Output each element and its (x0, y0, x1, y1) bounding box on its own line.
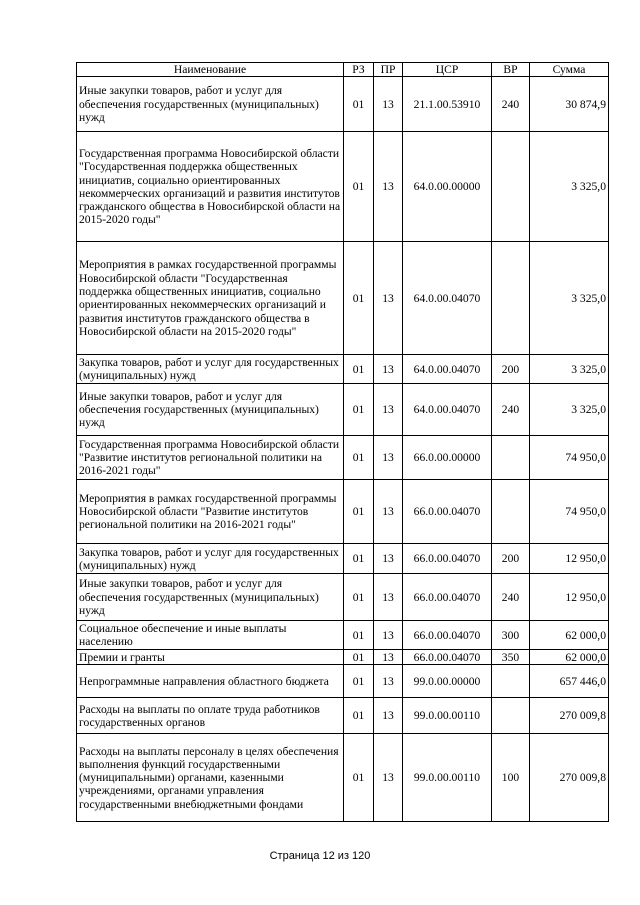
page-number: Страница 12 из 120 (269, 850, 371, 862)
row-pr: 13 (374, 665, 403, 698)
row-csr: 66.0.00.04070 (403, 544, 492, 574)
row-vr (492, 436, 530, 480)
row-name: Закупка товаров, работ и услуг для государственных (муниципальных) нужд (77, 544, 344, 574)
row-pr: 13 (374, 384, 403, 436)
table-row (77, 480, 609, 544)
row-name: Закупка товаров, работ и услуг для государственных (муниципальных) нужд (77, 355, 344, 384)
row-rz: 01 (344, 650, 374, 665)
row-rz: 01 (344, 621, 374, 650)
row-name: Премии и гранты (77, 650, 344, 665)
row-vr (492, 242, 530, 355)
table-row (77, 355, 609, 384)
row-csr: 66.0.00.04070 (403, 480, 492, 544)
row-pr: 13 (374, 574, 403, 621)
row-sum: 3 325,0 (530, 384, 609, 436)
table-row (77, 650, 609, 665)
table-row (77, 77, 609, 132)
row-name: Социальное обеспечение и иные выплаты населению (77, 621, 344, 650)
row-csr: 99.0.00.00110 (403, 734, 492, 822)
row-name: Иные закупки товаров, работ и услуг для обеспечения государственных (муниципальных) нужд (77, 384, 344, 436)
row-sum: 657 446,0 (530, 665, 609, 698)
row-vr (492, 480, 530, 544)
row-rz: 01 (344, 574, 374, 621)
row-pr: 13 (374, 77, 403, 132)
header-pr: ПР (374, 63, 403, 77)
row-sum: 30 874,9 (530, 77, 609, 132)
row-vr (492, 698, 530, 734)
row-csr: 64.0.00.04070 (403, 242, 492, 355)
row-sum: 270 009,8 (530, 734, 609, 822)
header-sum: Сумма (530, 63, 609, 77)
header-name: Наименование (77, 63, 344, 77)
table-row (77, 384, 609, 436)
row-csr: 21.1.00.53910 (403, 77, 492, 132)
row-sum: 62 000,0 (530, 621, 609, 650)
table-row (77, 665, 609, 698)
table-row (77, 132, 609, 242)
row-vr: 100 (492, 734, 530, 822)
row-rz: 01 (344, 436, 374, 480)
row-rz: 01 (344, 698, 374, 734)
header-rz: РЗ (344, 63, 374, 77)
row-csr: 66.0.00.04070 (403, 621, 492, 650)
row-vr: 240 (492, 384, 530, 436)
header-vr: ВР (492, 63, 530, 77)
header-csr: ЦСР (403, 63, 492, 77)
table-row (77, 734, 609, 822)
row-csr: 99.0.00.00000 (403, 665, 492, 698)
row-name: Иные закупки товаров, работ и услуг для обеспечения государственных (муниципальных) нужд (77, 574, 344, 621)
row-pr: 13 (374, 480, 403, 544)
row-pr: 13 (374, 242, 403, 355)
table-header-row (77, 63, 609, 77)
row-pr: 13 (374, 698, 403, 734)
row-vr (492, 665, 530, 698)
row-name: Непрограммные направления областного бюджета (77, 665, 344, 698)
row-pr: 13 (374, 436, 403, 480)
row-vr: 200 (492, 544, 530, 574)
row-pr: 13 (374, 355, 403, 384)
row-name: Государственная программа Новосибирской области "Государственная поддержка общественных инициатив, социально ориентированных некоммерческих организаций и развития институтов гражданского общества в Новосибирской области на 2015-2020 годы" (77, 132, 344, 242)
row-rz: 01 (344, 132, 374, 242)
row-sum: 3 325,0 (530, 132, 609, 242)
table-row (77, 621, 609, 650)
row-rz: 01 (344, 384, 374, 436)
row-sum: 74 950,0 (530, 480, 609, 544)
row-vr: 240 (492, 574, 530, 621)
row-name: Расходы на выплаты по оплате труда работников государственных органов (77, 698, 344, 734)
row-name: Мероприятия в рамках государственной программы Новосибирской области "Государственная поддержка общественных инициатив, социально ориентированных некоммерческих организаций и развития институтов гражданского общества в Новосибирской области на 2015-2020 годы" (77, 242, 344, 355)
row-csr: 66.0.00.00000 (403, 436, 492, 480)
row-rz: 01 (344, 544, 374, 574)
table-row (77, 574, 609, 621)
row-sum: 3 325,0 (530, 242, 609, 355)
row-vr: 300 (492, 621, 530, 650)
row-vr: 350 (492, 650, 530, 665)
row-csr: 66.0.00.04070 (403, 574, 492, 621)
row-rz: 01 (344, 355, 374, 384)
row-name: Государственная программа Новосибирской области "Развитие институтов региональной политики на 2016-2021 годы" (77, 436, 344, 480)
budget-table (76, 62, 609, 822)
row-sum: 12 950,0 (530, 574, 609, 621)
row-csr: 64.0.00.04070 (403, 355, 492, 384)
row-sum: 62 000,0 (530, 650, 609, 665)
row-pr: 13 (374, 734, 403, 822)
row-rz: 01 (344, 77, 374, 132)
row-pr: 13 (374, 650, 403, 665)
row-pr: 13 (374, 132, 403, 242)
row-sum: 12 950,0 (530, 544, 609, 574)
row-pr: 13 (374, 621, 403, 650)
row-pr: 13 (374, 544, 403, 574)
row-sum: 270 009,8 (530, 698, 609, 734)
row-csr: 99.0.00.00110 (403, 698, 492, 734)
row-vr: 240 (492, 77, 530, 132)
row-name: Мероприятия в рамках государственной программы Новосибирской области "Развитие институтов региональной политики на 2016-2021 годы" (77, 480, 344, 544)
row-vr (492, 132, 530, 242)
row-sum: 3 325,0 (530, 355, 609, 384)
row-csr: 64.0.00.00000 (403, 132, 492, 242)
row-sum: 74 950,0 (530, 436, 609, 480)
table-row (77, 698, 609, 734)
row-csr: 64.0.00.04070 (403, 384, 492, 436)
table-row (77, 242, 609, 355)
row-rz: 01 (344, 480, 374, 544)
row-name: Иные закупки товаров, работ и услуг для обеспечения государственных (муниципальных) нужд (77, 77, 344, 132)
row-vr: 200 (492, 355, 530, 384)
row-rz: 01 (344, 242, 374, 355)
row-rz: 01 (344, 665, 374, 698)
row-csr: 66.0.00.04070 (403, 650, 492, 665)
table-row (77, 436, 609, 480)
row-name: Расходы на выплаты персоналу в целях обеспечения выполнения функций государственными (муниципальными) органами, казенными учреждениями, органами управления государственными внебюджетными фондами (77, 734, 344, 822)
table-row (77, 544, 609, 574)
row-rz: 01 (344, 734, 374, 822)
